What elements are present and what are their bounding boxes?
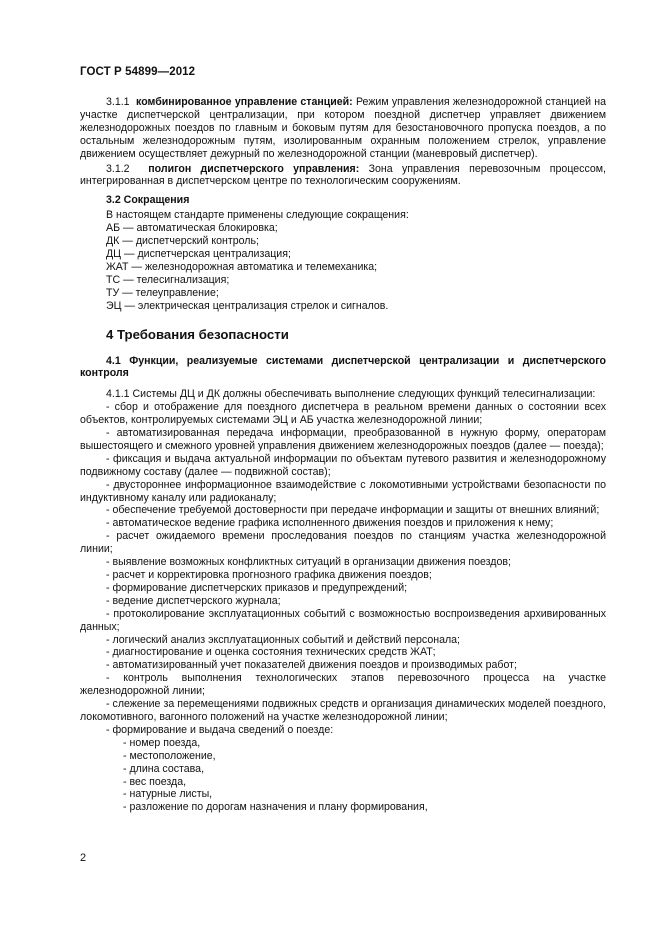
abbreviation-item: ЭЦ — электрическая централизация стрелок и сигналов. — [106, 299, 389, 312]
list-item: - формирование и выдача сведений о поезде: — [106, 723, 334, 736]
sub-list-item: - местоположение, — [123, 749, 216, 762]
list-item: - расчет ожидаемого времени проследования поездов по станциям участка железнодорожной линии; — [80, 530, 606, 556]
definition: Режим управления железнодорожной станцией на участке диспетчерской централизации, при котором поездной диспетчер управляет движением железнодорожных поездов по главным и боковым путям для безостановочного пропуска поездов, а по остальным железнодорожным путям, изолированным охранным положением стрелок, управление движением осуществляет дежурный по железнодорожной станции (маневровый диспетчер). — [80, 96, 606, 160]
list-item: - слежение за перемещениями подвижных средств и организация динамических моделей поездного, локомотивного, вагонного положений на участке железнодорожной линии; — [80, 698, 606, 723]
list-item: - двустороннее информационное взаимодействие с локомотивными устройствами безопасности по индуктивному каналу или радиоканалу; — [80, 478, 606, 504]
document-header: ГОСТ Р 54899—2012 — [80, 66, 196, 78]
list-item: - ведение диспетчерского журнала; — [106, 594, 281, 607]
list-item: - автоматическое ведение графика исполненного движения поездов и приложения к нему; — [106, 517, 554, 530]
sub-list-item: - длина состава, — [123, 762, 205, 775]
abbreviation-item: ТС — телесигнализация; — [106, 273, 230, 286]
list-item: - сбор и отображение для поездного диспетчера в реальном времени данных о состоянии всех объектов, контролируемых системами ЭЦ и АБ участка железнодорожной линии; — [80, 401, 606, 427]
list-item: - логический анализ эксплуатационных событий и действий персонала; — [106, 633, 460, 646]
page-number: 2 — [80, 852, 87, 864]
section-4-1-heading: 4.1 Функции, реализуемые системами диспетчерской централизации и диспетчерского контроля — [80, 354, 606, 380]
list-item: - протоколирование эксплуатационных событий с возможностью воспроизведения архивированных данных; — [80, 607, 606, 633]
list-item: - выявление возможных конфликтных ситуаций в организации движения поездов; — [106, 556, 511, 569]
list-item: - фиксация и выдача актуальной информации по объектам путевого развития и железнодорожному подвижному составу (далее — подвижной состав); — [80, 452, 606, 478]
term: комбинированное управление станцией: — [136, 96, 353, 108]
clause-number: 3.1.1 — [106, 96, 130, 108]
sub-list-item: - натурные листы, — [123, 788, 213, 801]
section-3-2-heading: 3.2 Сокращения — [106, 194, 190, 207]
clause-3-1-2 — [80, 163, 606, 189]
functions-list — [80, 401, 606, 737]
term: полигон диспетчерского управления: — [148, 162, 360, 175]
abbreviation-item: ТУ — телеуправление; — [106, 286, 219, 299]
list-item: - формирование диспетчерских приказов и предупреждений; — [106, 581, 408, 594]
abbreviations-intro: В настоящем стандарте применены следующие сокращения: — [106, 209, 409, 222]
abbreviation-item: ДЦ — диспетчерская централизация; — [106, 247, 291, 260]
sub-list-item: - номер поезда, — [123, 736, 201, 749]
list-item: - автоматизированный учет показателей движения поездов и производимых работ; — [106, 659, 517, 672]
abbreviation-item: ЖАТ — железнодорожная автоматика и телемеханика; — [106, 260, 378, 273]
document-body — [80, 96, 606, 814]
list-item: - контроль выполнения технологических этапов перевозочного процесса на участке железнодорожной линии; — [80, 672, 606, 698]
clause-4-1-1-intro: 4.1.1 Системы ДЦ и ДК должны обеспечивать выполнение следующих функций телесигнализации: — [106, 388, 596, 401]
sub-list-item: - разложение по дорогам назначения и плану формирования, — [123, 801, 428, 814]
list-item: - диагностирование и оценка состояния технических средств ЖАТ; — [106, 646, 436, 659]
abbreviation-item: АБ — автоматическая блокировка; — [106, 222, 278, 235]
clause-number: 3.1.2 — [106, 162, 130, 175]
clause-3-1-1 — [80, 96, 606, 161]
definition: Зона управления перевозочным процессом, интегрированная в диспетчерском центре по технологическим сооружениям. — [80, 162, 606, 188]
section-4-heading: 4 Требования безопасности — [106, 326, 289, 342]
abbreviation-item: ДК — диспетчерский контроль; — [106, 235, 259, 248]
list-item: - автоматизированная передача информации, преобразованной в нужную форму, операторам вышестоящего и смежного уровней управления движением железнодорожных поездов (далее — поезда); — [80, 427, 606, 452]
list-item: - обеспечение требуемой достоверности при передаче информации и защиты от внешних влияний; — [106, 504, 600, 517]
list-item: - расчет и корректировка прогнозного графика движения поездов; — [106, 569, 432, 581]
abbreviations-list — [80, 222, 606, 312]
train-info-sublist — [80, 737, 606, 814]
sub-list-item: - вес поезда, — [123, 775, 187, 788]
